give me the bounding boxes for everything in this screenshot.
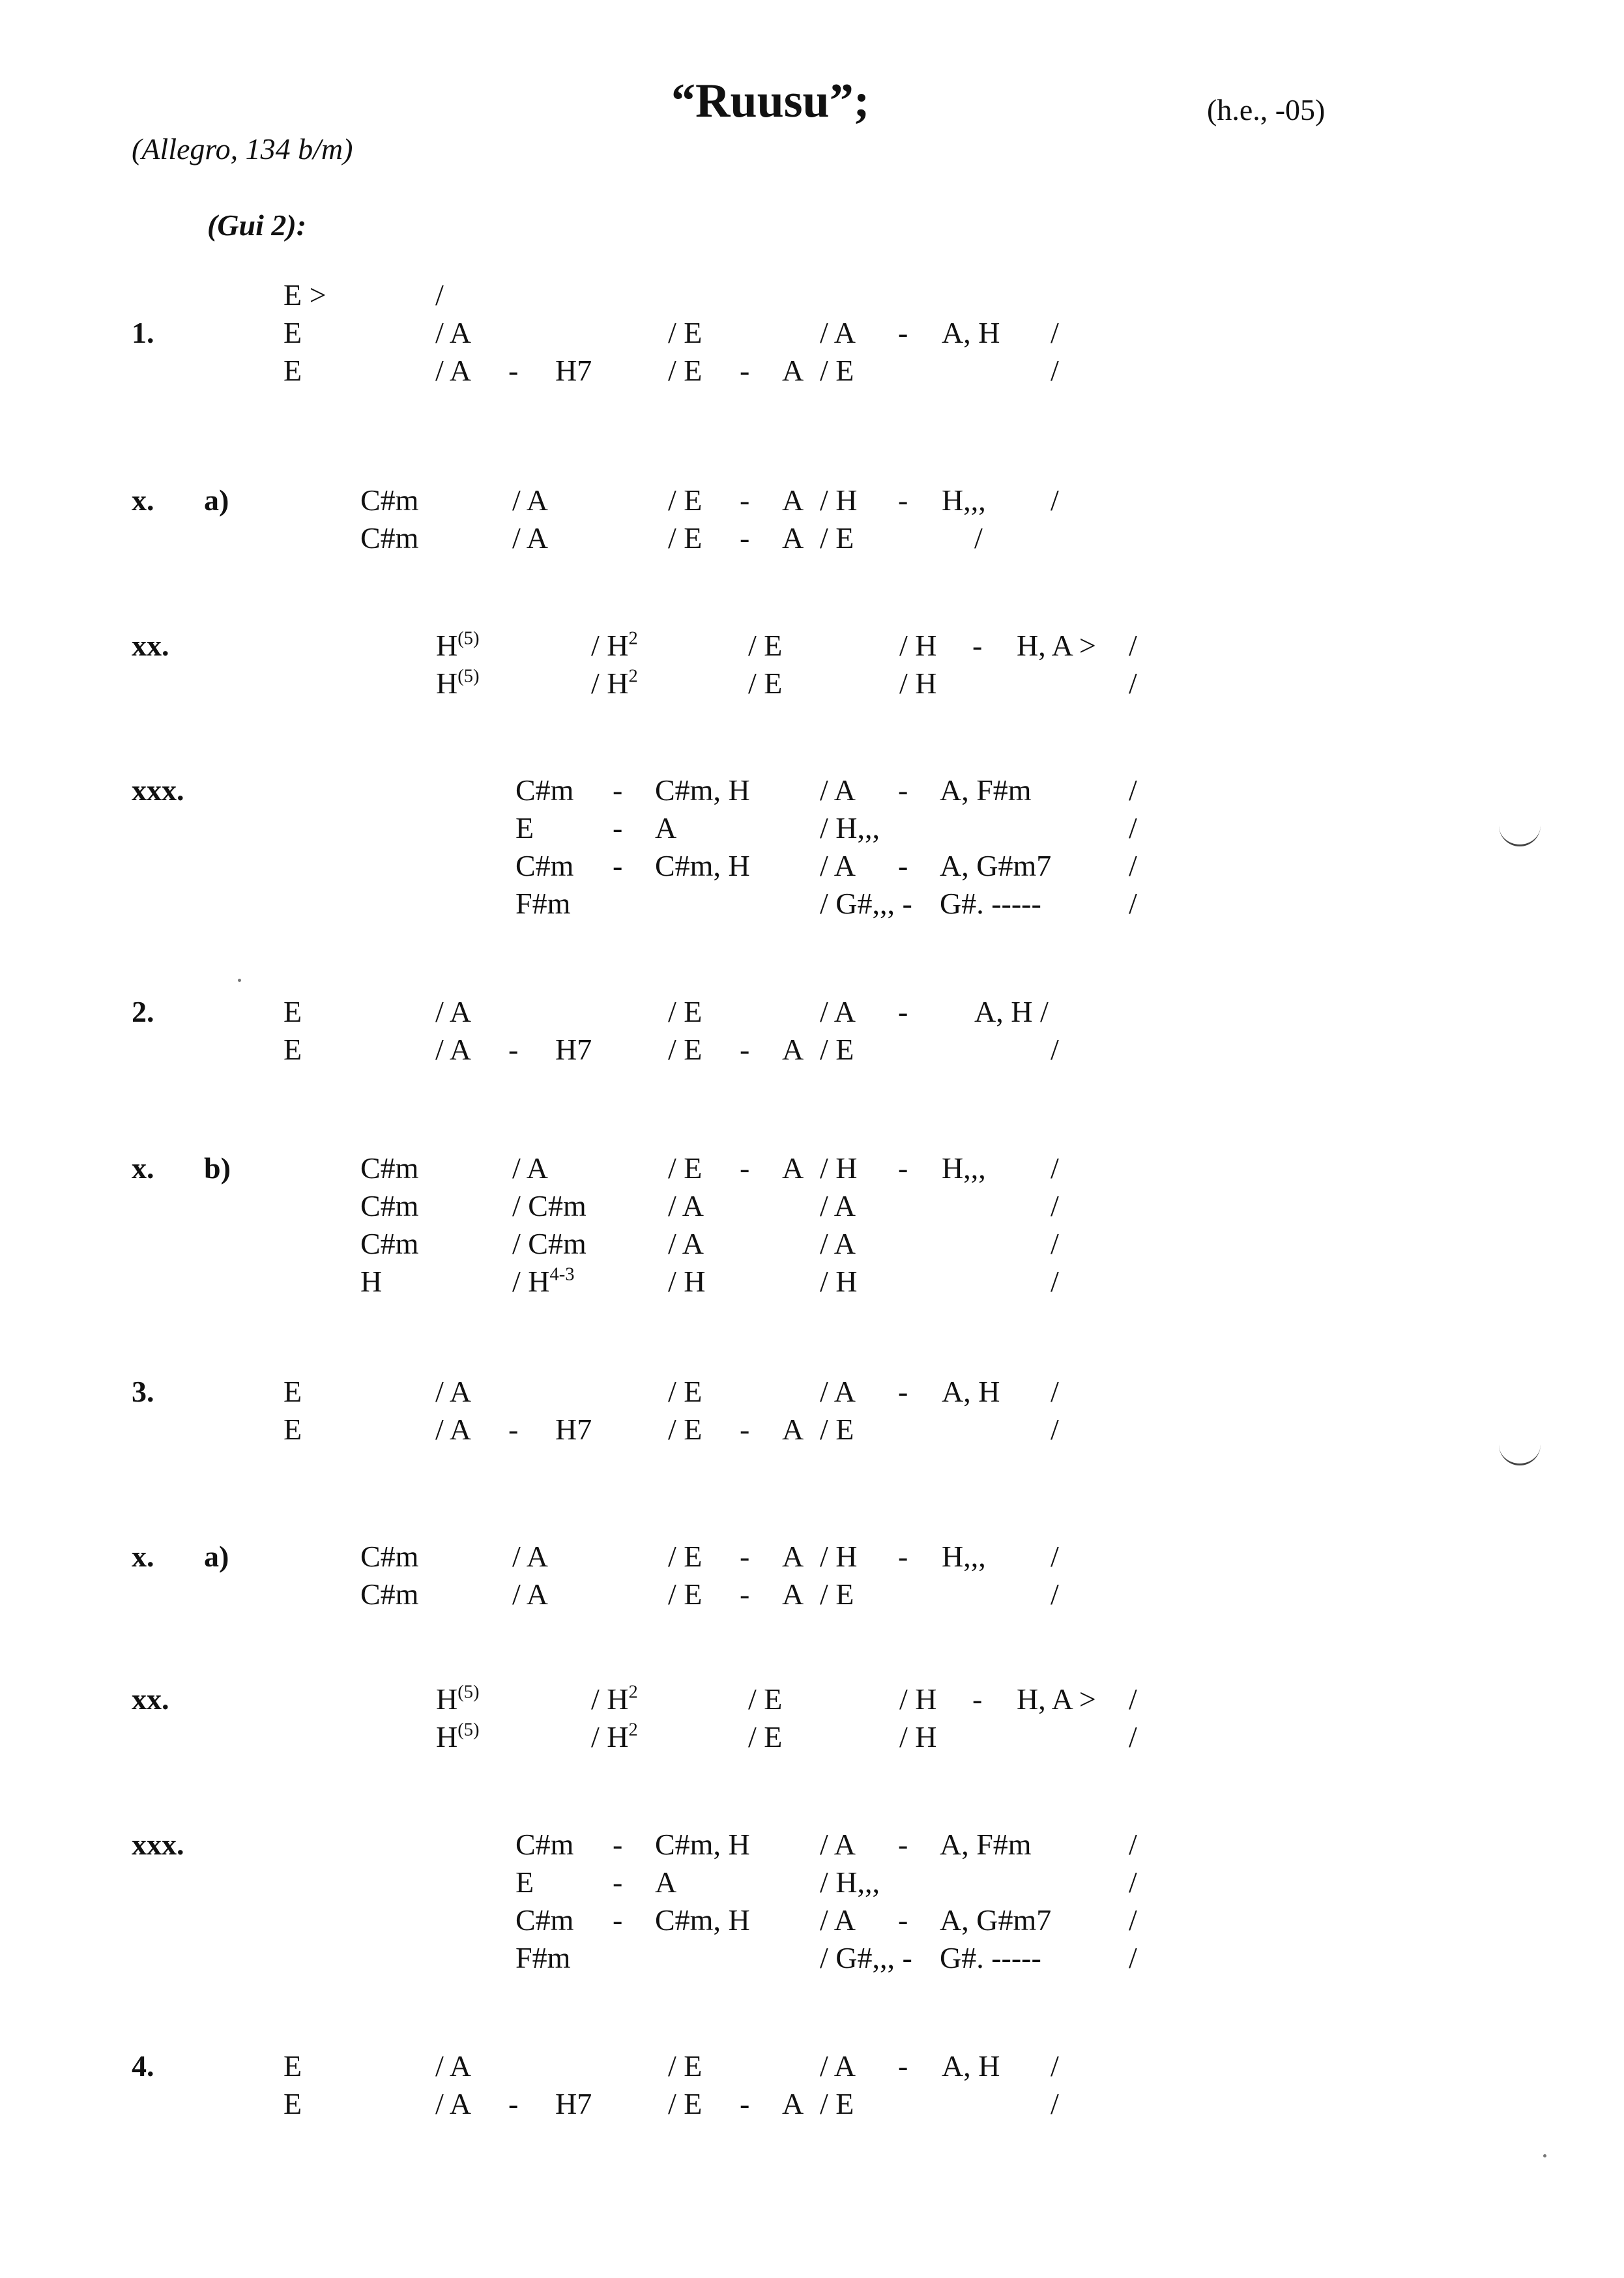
chord-cell: / <box>1129 1720 1137 1753</box>
chord-cell: A, H / <box>974 995 1049 1028</box>
chord-cell: / A <box>668 1227 704 1260</box>
chord-cell: / <box>1051 1033 1059 1066</box>
chord-cell: / A <box>512 483 548 517</box>
chord-cell: / A <box>668 1189 704 1222</box>
chord-cell: - <box>898 849 908 882</box>
chord-cell: / C#m <box>512 1227 587 1260</box>
chord-cell: H,,, <box>942 483 986 517</box>
chord-cell: H,,, <box>942 1540 986 1573</box>
chord-cell: / A <box>820 1189 856 1222</box>
author-date-note: (h.e., -05) <box>1207 93 1326 126</box>
chord-cell: / <box>1129 1866 1137 1899</box>
chord-cell: E <box>515 811 534 844</box>
chord-cell: C#m <box>515 849 574 882</box>
chord-cell: / A <box>820 849 856 882</box>
section-label: 1. <box>132 316 154 349</box>
chord-cell: / E <box>668 2087 703 2120</box>
chord-cell: / A <box>512 1540 548 1573</box>
chord-cell: / <box>1051 1189 1059 1222</box>
chord-cell: / H <box>820 1265 858 1298</box>
chord-cell: / <box>1129 667 1137 700</box>
chord-cell: / <box>1051 2049 1059 2083</box>
chord-cell: / <box>435 278 444 311</box>
section-label: 3. <box>132 1375 154 1408</box>
chord-cell: / <box>1129 1941 1137 1974</box>
section-label: 4. <box>132 2049 154 2083</box>
chord-cell: / A <box>820 1828 856 1861</box>
chord-cell: A <box>782 1033 804 1066</box>
chord-cell: A <box>782 483 804 517</box>
chord-cell: A <box>782 2087 804 2120</box>
chord-cell: - <box>613 1866 623 1899</box>
chord-cell: / <box>1129 1903 1137 1937</box>
chord-cell: A, F#m <box>940 1828 1032 1861</box>
chord-cell: / A <box>820 316 856 349</box>
chord-cell: - <box>613 811 623 844</box>
chord-cell: / G#,,, - <box>820 1941 912 1974</box>
chord-cell: - <box>508 1033 519 1066</box>
chord-cell: C#m, H <box>655 773 750 807</box>
chord-cell: / H <box>820 1151 858 1185</box>
chord-cell: E <box>283 316 302 349</box>
chord-cell: / <box>974 521 983 555</box>
chord-cell: / E <box>668 521 703 555</box>
chord-cell: / <box>1051 2087 1059 2120</box>
chord-cell: C#m <box>360 1151 419 1185</box>
chord-cell: / C#m <box>512 1189 587 1222</box>
chord-cell: / H,,, <box>820 811 880 844</box>
song-title: “Ruusu”; <box>671 74 870 128</box>
chord-cell: / A <box>435 995 471 1028</box>
section-label: xxx. <box>132 1828 184 1861</box>
chord-cell: / E <box>820 1413 854 1446</box>
section-sublabel: a) <box>204 1540 229 1573</box>
chord-cell: / A <box>435 1033 471 1066</box>
chord-cell: - <box>898 1375 908 1408</box>
chord-cell: A <box>782 1540 804 1573</box>
chord-cell: A, H <box>942 2049 1000 2083</box>
chord-cell: C#m <box>360 1540 419 1573</box>
chord-cell: / <box>1129 887 1137 920</box>
chord-cell: - <box>898 316 908 349</box>
chord-cell: E <box>283 354 302 387</box>
chord-cell: / A <box>512 1151 548 1185</box>
chord-cell: / E <box>668 995 703 1028</box>
section-label: x. <box>132 1151 154 1185</box>
chord-cell: / <box>1051 354 1059 387</box>
chord-cell: H7 <box>555 354 592 387</box>
chord-cell: / E <box>820 2087 854 2120</box>
chord-cell: G#. ----- <box>940 887 1041 920</box>
chord-cell: A, H <box>942 1375 1000 1408</box>
chord-cell: / H,,, <box>820 1866 880 1899</box>
chord-cell: / A <box>820 1375 856 1408</box>
chord-cell: A <box>782 1151 804 1185</box>
chord-cell: - <box>613 773 623 807</box>
chord-cell: E <box>283 2049 302 2083</box>
chord-cell: / H <box>820 1540 858 1573</box>
chord-cell: H, A > <box>1017 629 1096 662</box>
chord-cell: - <box>898 773 908 807</box>
chord-cell: / <box>1129 1682 1137 1716</box>
chord-cell: / E <box>668 1151 703 1185</box>
chord-cell: / H <box>820 483 858 517</box>
chord-cell: - <box>508 1413 519 1446</box>
chord-cell: - <box>613 1903 623 1937</box>
chord-cell: / <box>1051 1375 1059 1408</box>
scan-speck <box>238 979 241 982</box>
chord-cell: / A <box>820 2049 856 2083</box>
chord-cell: C#m, H <box>655 1828 750 1861</box>
chord-cell: C#m, H <box>655 849 750 882</box>
chord-cell: / E <box>820 521 854 555</box>
chord-cell: / <box>1129 1828 1137 1861</box>
chord-cell: - <box>898 1540 908 1573</box>
chord-cell: - <box>898 1903 908 1937</box>
chord-cell: E <box>283 2087 302 2120</box>
instrument-label: (Gui 2): <box>207 209 307 242</box>
chord-cell: $H^{(5)}$ <box>436 628 480 662</box>
chord-cell: / <box>1051 316 1059 349</box>
chord-cell: C#m, H <box>655 1903 750 1937</box>
chord-cell: C#m <box>360 1227 419 1260</box>
chord-cell: H <box>360 1265 383 1298</box>
chord-cell: - <box>613 1828 623 1861</box>
chord-cell: / E <box>820 1578 854 1611</box>
chord-cell: / E <box>668 483 703 517</box>
chord-cell: - <box>972 1682 983 1716</box>
section-label: xxx. <box>132 773 184 807</box>
chord-cell: / $H^2$ <box>591 1720 638 1753</box>
section-sublabel: b) <box>204 1151 231 1185</box>
chord-cell: / A <box>435 316 471 349</box>
chord-cell: A, F#m <box>940 773 1032 807</box>
chord-cell: H7 <box>555 2087 592 2120</box>
section-sublabel: a) <box>204 483 229 517</box>
scan-speck <box>1543 2154 1546 2157</box>
chord-cell: / H <box>899 667 937 700</box>
chord-cell: $H^{(5)}$ <box>436 1682 480 1716</box>
chord-cell: - <box>740 1033 750 1066</box>
chord-cell: / <box>1051 1151 1059 1185</box>
chord-cell: - <box>898 2049 908 2083</box>
chord-cell: / E <box>668 354 703 387</box>
chord-cell: A <box>782 354 804 387</box>
chord-cell: / <box>1129 629 1137 662</box>
chord-cell: A <box>782 521 804 555</box>
chord-cell: - <box>613 849 623 882</box>
chord-cell: / H <box>668 1265 706 1298</box>
chord-cell: $H^{(5)}$ <box>436 666 480 700</box>
chord-cell: / E <box>668 2049 703 2083</box>
section-label: x. <box>132 483 154 517</box>
chord-cell: / A <box>435 1375 471 1408</box>
chord-cell: - <box>740 521 750 555</box>
chord-cell: / $H^2$ <box>591 1682 638 1716</box>
chord-cell: A, G#m7 <box>940 1903 1052 1937</box>
chord-cell: / E <box>748 1720 783 1753</box>
chord-cell: / A <box>435 2087 471 2120</box>
chord-cell: A <box>655 811 677 844</box>
chord-cell: - <box>898 1151 908 1185</box>
chord-cell: / E <box>668 1413 703 1446</box>
chord-cell: / A <box>820 995 856 1028</box>
punch-hole-mark <box>1499 1441 1541 1465</box>
chord-cell: E <box>283 1033 302 1066</box>
chord-cell: / <box>1051 1578 1059 1611</box>
chord-cell: / E <box>668 1578 703 1611</box>
chord-cell: G#. ----- <box>940 1941 1041 1974</box>
chord-cell: E <box>283 995 302 1028</box>
chord-cell: / G#,,, - <box>820 887 912 920</box>
chord-cell: - <box>898 995 908 1028</box>
chord-cell: / <box>1051 1540 1059 1573</box>
chord-cell: - <box>740 1413 750 1446</box>
chord-cell: F#m <box>515 887 571 920</box>
tempo-marking: (Allegro, 134 b/m) <box>132 132 353 166</box>
section-label: xx. <box>132 629 169 662</box>
chord-cell: - <box>740 2087 750 2120</box>
chord-cell: / <box>1051 483 1059 517</box>
chord-cell: / E <box>668 1033 703 1066</box>
chord-cell: - <box>740 1151 750 1185</box>
chord-cell: / H <box>899 1720 937 1753</box>
chord-cell: C#m <box>360 1189 419 1222</box>
chord-cell: / E <box>820 354 854 387</box>
chord-cell: E > <box>283 278 326 311</box>
chord-cell: / A <box>435 354 471 387</box>
chord-cell: / E <box>820 1033 854 1066</box>
chord-cell: - <box>508 2087 519 2120</box>
chord-cell: F#m <box>515 1941 571 1974</box>
chord-cell: H7 <box>555 1413 592 1446</box>
section-label: xx. <box>132 1682 169 1716</box>
chord-cell: / A <box>820 773 856 807</box>
chord-cell: H7 <box>555 1033 592 1066</box>
chord-cell: / <box>1129 849 1137 882</box>
chord-cell: C#m <box>515 1828 574 1861</box>
chord-cell: E <box>283 1413 302 1446</box>
chord-cell: A, H <box>942 316 1000 349</box>
chord-cell: - <box>508 354 519 387</box>
chord-cell: E <box>515 1866 534 1899</box>
chord-cell: / <box>1051 1265 1059 1298</box>
punch-hole-mark <box>1499 822 1541 846</box>
chord-cell: / E <box>748 667 783 700</box>
chord-cell: - <box>972 629 983 662</box>
chord-cell: A, G#m7 <box>940 849 1052 882</box>
chord-cell: / A <box>435 1413 471 1446</box>
chord-cell: A <box>782 1413 804 1446</box>
chord-cell: / H <box>899 1682 937 1716</box>
chord-cell: / E <box>668 1375 703 1408</box>
chord-cell: - <box>740 1578 750 1611</box>
chord-cell: $H^{(5)}$ <box>436 1720 480 1753</box>
chord-cell: - <box>898 483 908 517</box>
chord-cell: C#m <box>360 1578 419 1611</box>
chord-cell: C#m <box>360 483 419 517</box>
chord-cell: - <box>740 483 750 517</box>
chord-cell: / A <box>435 2049 471 2083</box>
chord-cell: / $H^{4-3}$ <box>512 1264 575 1298</box>
chord-cell: / E <box>748 1682 783 1716</box>
chord-cell: / A <box>512 521 548 555</box>
chord-cell: A <box>655 1866 677 1899</box>
section-label: 2. <box>132 995 154 1028</box>
chord-cell: / E <box>748 629 783 662</box>
chord-cell: A <box>782 1578 804 1611</box>
chord-cell: - <box>898 1828 908 1861</box>
chord-cell: H,,, <box>942 1151 986 1185</box>
chord-cell: / $H^2$ <box>591 628 638 662</box>
chord-cell: / A <box>820 1227 856 1260</box>
chord-cell: C#m <box>360 521 419 555</box>
chord-cell: - <box>740 1540 750 1573</box>
chord-cell: / E <box>668 316 703 349</box>
chord-cell: / <box>1129 811 1137 844</box>
chord-cell: / <box>1051 1227 1059 1260</box>
chord-cell: / $H^2$ <box>591 666 638 700</box>
chord-cell: / <box>1051 1413 1059 1446</box>
chord-cell: - <box>740 354 750 387</box>
chord-cell: / A <box>820 1903 856 1937</box>
chord-cell: / <box>1129 773 1137 807</box>
chord-cell: / H <box>899 629 937 662</box>
chord-cell: E <box>283 1375 302 1408</box>
chord-cell: H, A > <box>1017 1682 1096 1716</box>
chord-cell: / A <box>512 1578 548 1611</box>
chord-cell: C#m <box>515 1903 574 1937</box>
chord-cell: C#m <box>515 773 574 807</box>
section-label: x. <box>132 1540 154 1573</box>
chord-cell: / E <box>668 1540 703 1573</box>
